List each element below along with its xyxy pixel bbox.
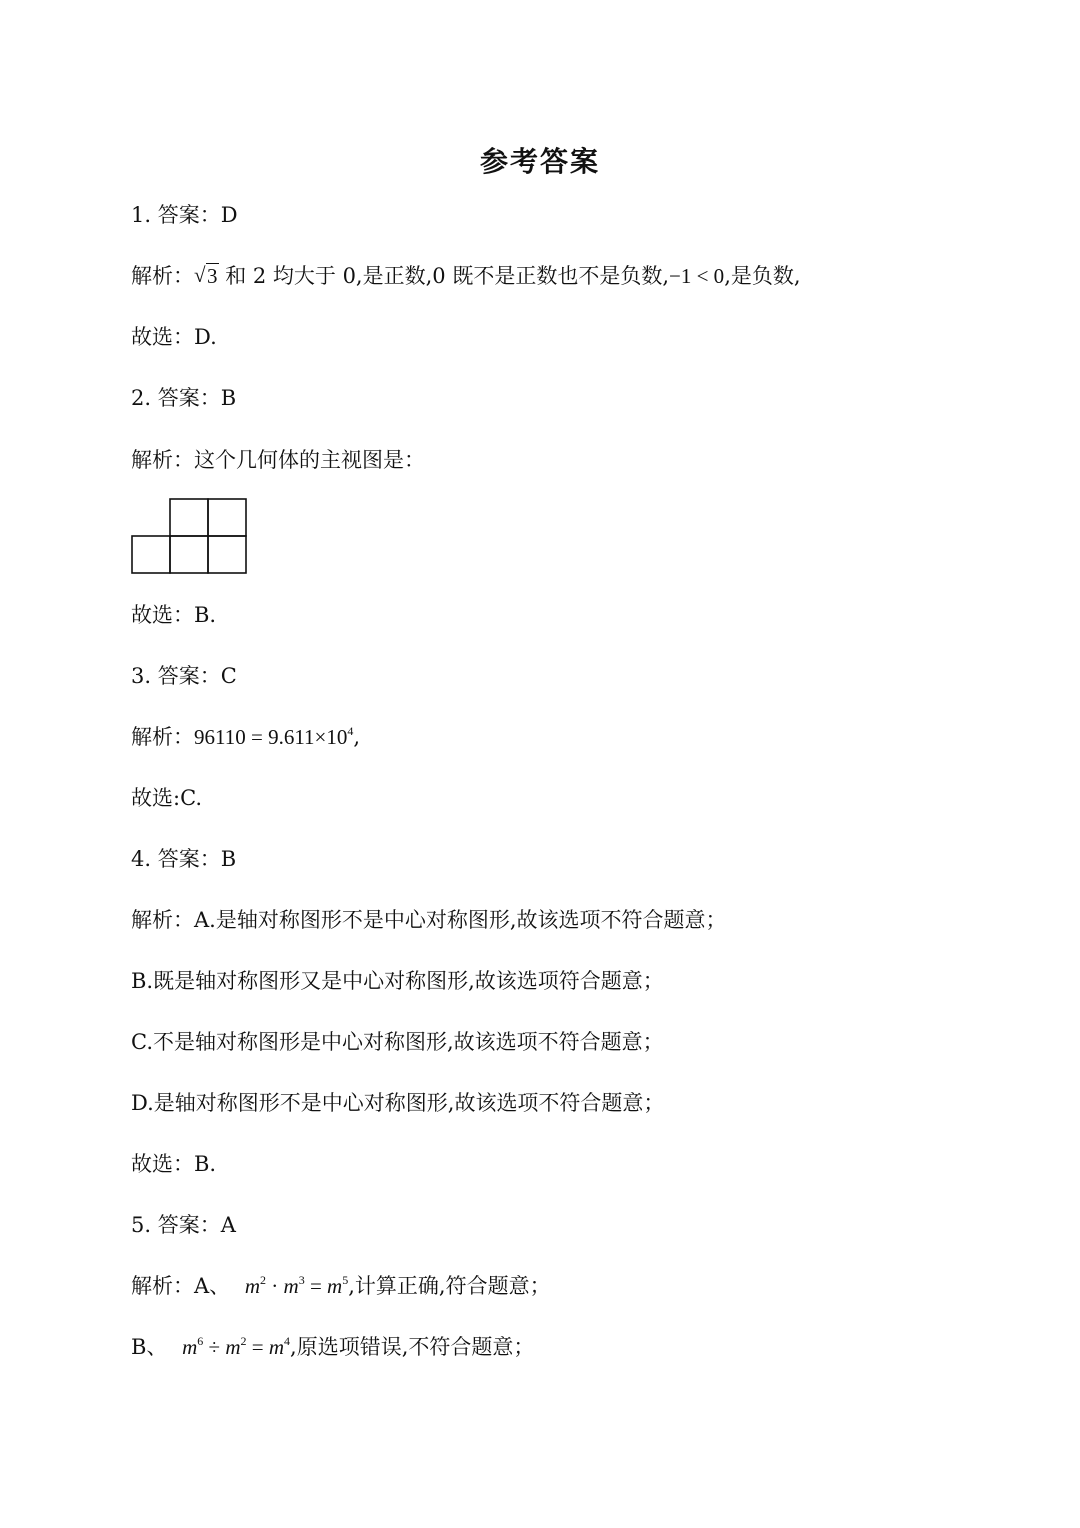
q4-choice: 故选：B. bbox=[131, 1152, 217, 1176]
q1-answer: 1. 答案：D bbox=[131, 203, 238, 227]
equals: = bbox=[251, 1335, 264, 1359]
exp: 5 bbox=[342, 1273, 349, 1287]
q2-answer: 2. 答案：B bbox=[131, 386, 237, 410]
var-m: m bbox=[327, 1274, 343, 1298]
exp: 4 bbox=[284, 1334, 291, 1348]
q5-b-prefix: B、 bbox=[131, 1335, 168, 1359]
exp: 2 bbox=[240, 1334, 247, 1348]
exp: 2 bbox=[260, 1273, 267, 1287]
q1-analysis bbox=[131, 261, 801, 291]
q1-choice: 故选：D. bbox=[131, 325, 217, 349]
var-m: m bbox=[225, 1335, 241, 1359]
q5-analysis-a bbox=[131, 1271, 551, 1301]
q3-analysis-prefix: 解析： bbox=[131, 725, 194, 749]
q3-exponent: 4 bbox=[347, 724, 354, 738]
q1-negative-expression: −1 < 0 bbox=[669, 264, 725, 288]
radical-sign-icon: √ bbox=[194, 263, 206, 287]
q1-analysis-text: 和 2 均大于 0,是正数,0 既不是正数也不是负数, bbox=[225, 264, 669, 288]
q3-choice: 故选:C. bbox=[131, 786, 203, 810]
equals: = bbox=[309, 1274, 322, 1298]
q5-a-tail: ,计算正确,符合题意； bbox=[348, 1274, 551, 1298]
q4-analysis-b: B.既是轴对称图形又是中心对称图形,故该选项符合题意； bbox=[131, 969, 664, 993]
q5-answer: 5. 答案：A bbox=[131, 1213, 236, 1237]
q5-analysis-b bbox=[131, 1332, 534, 1362]
q3-expression: 96110 = 9.611×10 bbox=[194, 725, 348, 749]
q3-answer: 3. 答案：C bbox=[131, 664, 237, 688]
q3-analysis bbox=[131, 722, 360, 752]
var-m: m bbox=[283, 1274, 299, 1298]
sqrt-expression bbox=[194, 261, 219, 291]
operator: · bbox=[271, 1274, 279, 1298]
grid-cell-top-middle bbox=[170, 499, 208, 536]
operator: ÷ bbox=[208, 1335, 221, 1359]
grid-cell-bottom-left bbox=[132, 536, 170, 573]
var-m: m bbox=[182, 1335, 198, 1359]
q4-analysis-c: C.不是轴对称图形是中心对称图形,故该选项不符合题意； bbox=[131, 1030, 664, 1054]
grid-cell-bottom-right bbox=[208, 536, 246, 573]
q5-b-tail: ,原选项错误,不符合题意； bbox=[290, 1335, 535, 1359]
q4-answer: 4. 答案：B bbox=[131, 847, 237, 871]
q5-a-expression bbox=[245, 1274, 348, 1298]
q5-b-expression bbox=[182, 1335, 290, 1359]
sqrt-radicand: 3 bbox=[207, 264, 218, 288]
var-m: m bbox=[268, 1335, 285, 1359]
exp: 6 bbox=[197, 1334, 204, 1348]
page-title: 参考答案 bbox=[479, 145, 600, 178]
q2-choice: 故选：B. bbox=[131, 603, 217, 627]
grid-cell-top-right bbox=[208, 499, 246, 536]
q4-analysis-a: 解析：A.是轴对称图形不是中心对称图形,故该选项不符合题意； bbox=[131, 908, 727, 932]
q4-analysis-d: D.是轴对称图形不是中心对称图形,故该选项不符合题意； bbox=[131, 1091, 665, 1115]
q1-analysis-prefix: 解析： bbox=[131, 264, 194, 288]
exp: 3 bbox=[298, 1273, 305, 1287]
grid-cell-bottom-middle bbox=[170, 536, 208, 573]
q1-analysis-tail: ,是负数, bbox=[724, 264, 801, 288]
q3-tail: , bbox=[353, 725, 361, 749]
front-view-diagram bbox=[131, 498, 247, 574]
q2-analysis: 解析：这个几何体的主视图是： bbox=[131, 448, 425, 472]
var-m: m bbox=[244, 1274, 261, 1298]
q5-a-prefix: 解析：A、 bbox=[131, 1274, 231, 1298]
